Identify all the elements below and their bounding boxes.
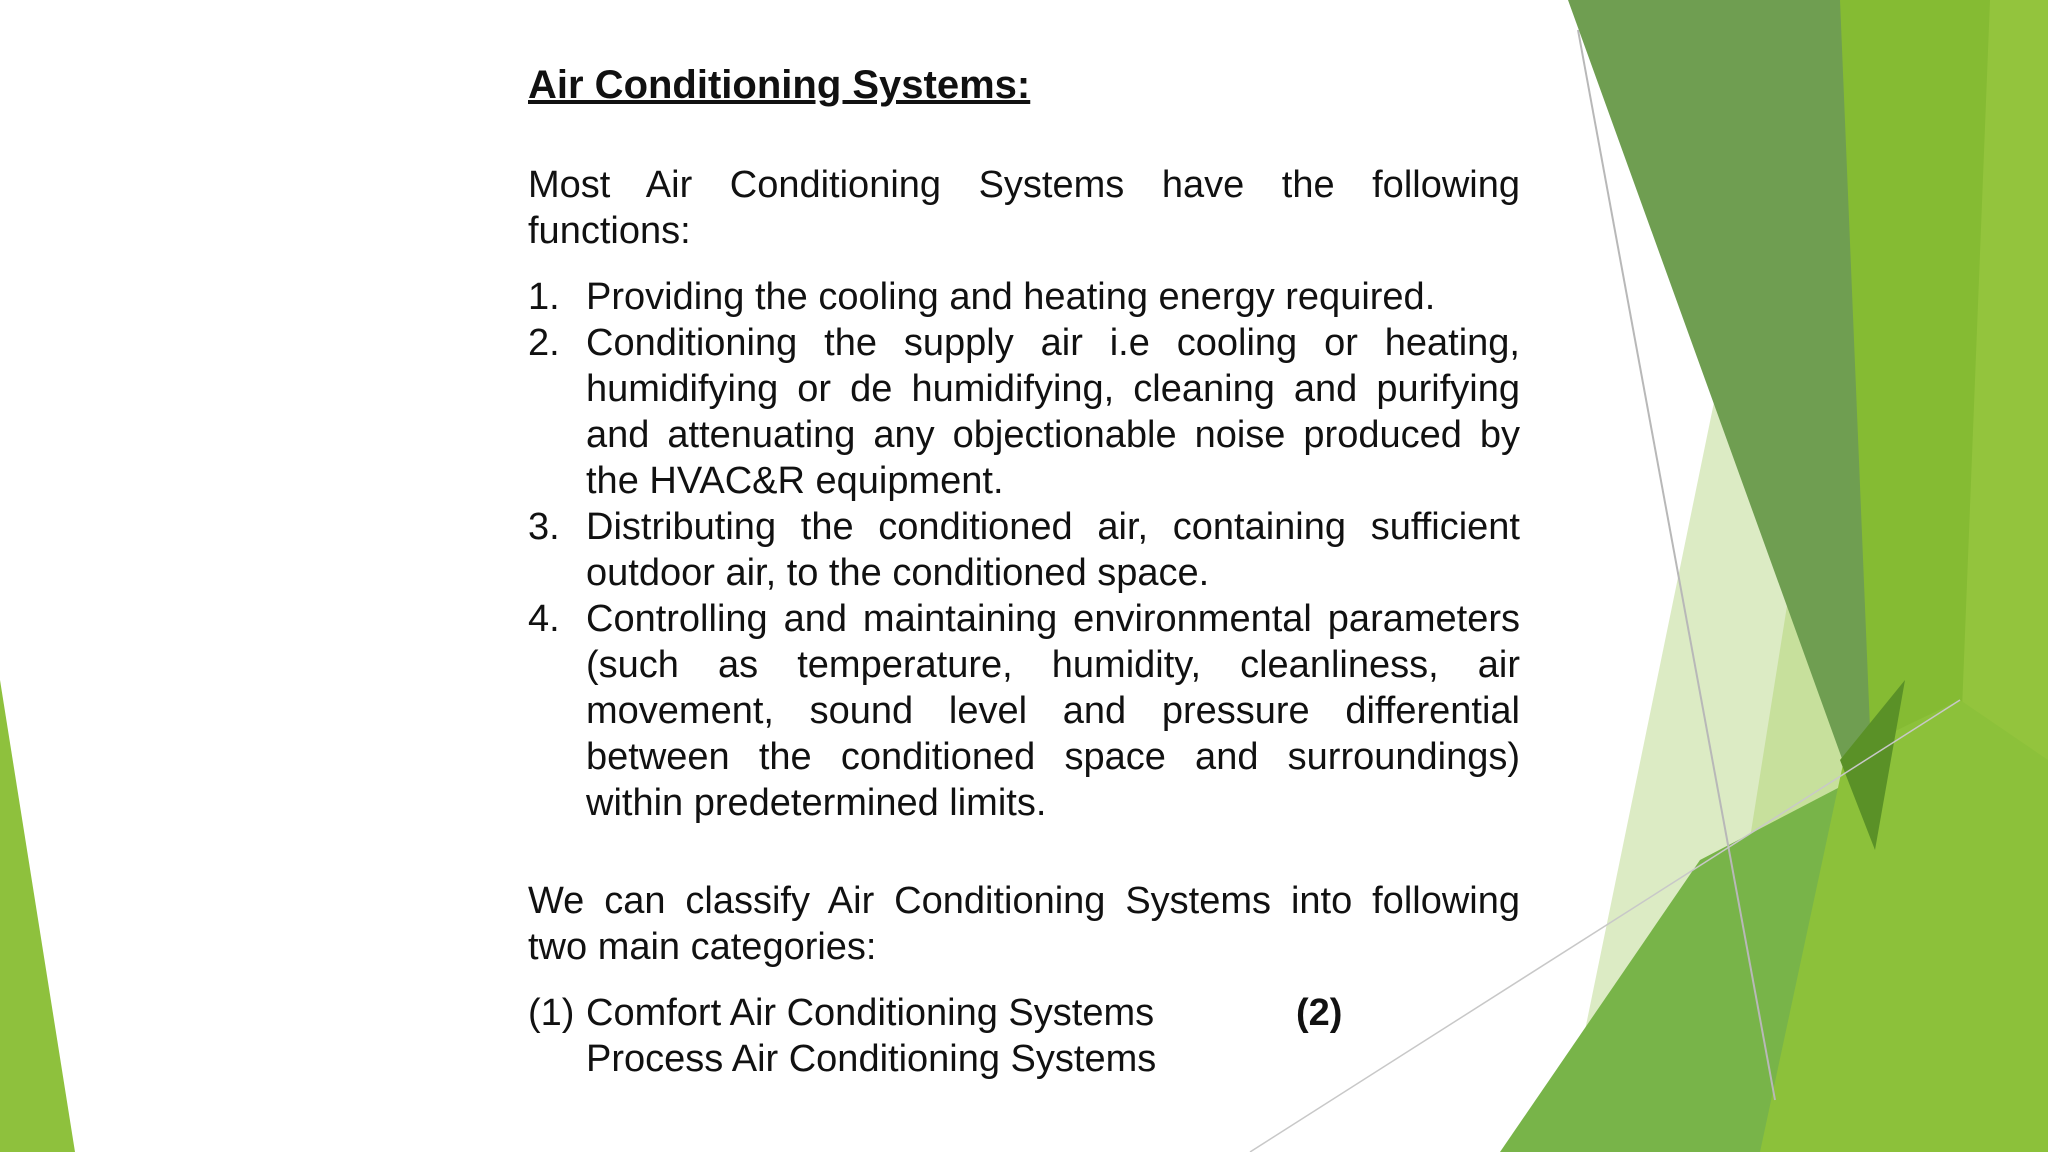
- list-item-number: 1.: [528, 276, 560, 318]
- intro-paragraph: Most Air Conditioning Systems have the following functions:: [528, 164, 1520, 252]
- list-item-text: Controlling and maintaining environmental parameters (such as temperature, humidity, cleanliness, air movement, sound level and pressure differential between the conditioned space and surroundings) within predetermined limits.: [586, 598, 1520, 824]
- list-item: [528, 504, 1520, 596]
- slide-title: Air Conditioning Systems:: [528, 63, 1031, 107]
- category-1-text: Comfort Air Conditioning Systems: [586, 992, 1155, 1034]
- functions-list: [528, 274, 1520, 826]
- category-2-number: (2): [1296, 992, 1343, 1034]
- category-1-number: (1): [528, 992, 575, 1034]
- list-item: [528, 274, 1520, 320]
- list-item-text: Distributing the conditioned air, containing sufficient outdoor air, to the conditioned space.: [586, 506, 1520, 594]
- category-2-text: Process Air Conditioning Systems: [586, 1038, 1157, 1080]
- list-item: [528, 596, 1520, 826]
- list-item-number: 4.: [528, 598, 560, 640]
- slide-content: [528, 60, 1520, 1082]
- categories: [528, 990, 1520, 1082]
- classify-paragraph: We can classify Air Conditioning Systems into following two main categories:: [528, 880, 1520, 968]
- left-green-shape: [0, 680, 75, 1152]
- list-item-text: Conditioning the supply air i.e cooling or heating, humidifying or de humidifying, cleaning and purifying and attenuating any objectionable noise produced by the HVAC&R equipment.: [586, 322, 1520, 502]
- list-item-number: 2.: [528, 322, 560, 364]
- list-item-number: 3.: [528, 506, 560, 548]
- list-item-text: Providing the cooling and heating energy required.: [586, 276, 1436, 318]
- list-item: [528, 320, 1520, 504]
